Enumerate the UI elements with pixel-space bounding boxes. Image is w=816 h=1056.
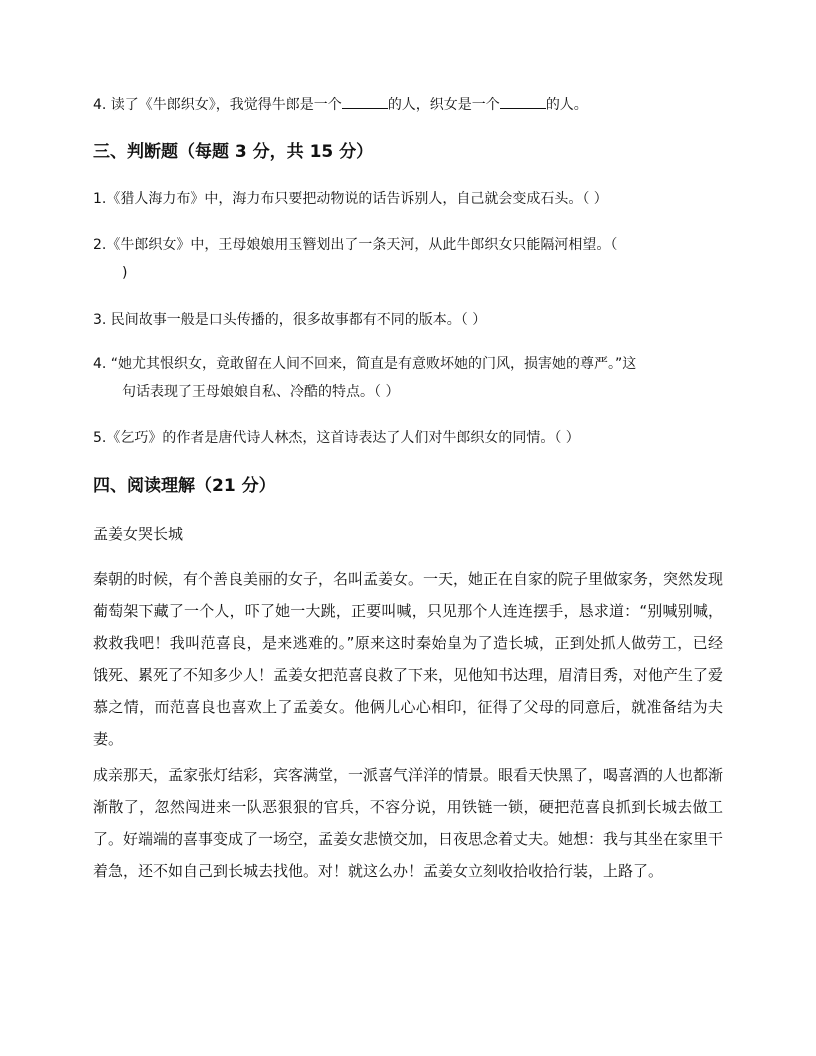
true-false-item-continuation: ) xyxy=(122,265,128,281)
true-false-item: 2.《牛郎织女》中，王母娘娘用玉簪划出了一条天河，从此牛郎织女只能隔河相望。（ xyxy=(93,237,618,253)
answer-blank[interactable] xyxy=(500,94,546,109)
story-title: 孟姜女哭长城 xyxy=(93,525,184,543)
answer-blank[interactable] xyxy=(342,94,388,109)
question-text: 的人。 xyxy=(545,97,588,113)
true-false-item: 5.《乞巧》的作者是唐代诗人林杰，这首诗表达了人们对牛郎织女的同情。（ ） xyxy=(93,430,580,446)
section-heading-true-false: 三、判断题（每题 3 分，共 15 分） xyxy=(93,142,374,162)
true-false-item: 1.《猎人海力布》中，海力布只要把动物说的话告诉别人，自己就会变成石头。（ ） xyxy=(93,191,608,207)
fill-in-question-4 xyxy=(93,94,588,115)
true-false-item-continuation: 句话表现了王母娘娘自私、冷酷的特点。（ ） xyxy=(122,384,400,400)
true-false-item: 4. “她尤其恨织女，竟敢留在人间不回来，简直是有意败坏她的门风，损害她的尊严。”这 xyxy=(93,356,637,372)
story-paragraph: 成亲那天，孟家张灯结彩，宾客满堂，一派喜气洋洋的情景。眼看天快黑了，喝喜酒的人也都渐渐散了，忽然闯进来一队恶狠狠的官兵，不容分说，用铁链一锁，硬把范喜良抓到长城去做工了。好端端的喜事变成了一场空，孟姜女悲愤交加，日夜思念着丈夫。她想：我与其坐在家里干着急，还不如自己到长城去找他。对！就这么办！孟姜女立刻收拾收拾行装，上路了。 xyxy=(93,766,724,880)
story-paragraph: 秦朝的时候，有个善良美丽的女子，名叫孟姜女。一天，她正在自家的院子里做家务，突然发现葡萄架下藏了一个人，吓了她一大跳，正要叫喊，只见那个人连连摆手，恳求道：“别喊别喊，救救我吧！我叫范喜良，是来逃难的。”原来这时秦始皇为了造长城，正到处抓人做劳工，已经饿死、累死了不知多少人！孟姜女把范喜良救了下来，见他知书达理，眉清目秀，对他产生了爱慕之情，而范喜良也喜欢上了孟姜女。他俩儿心心相印，征得了父母的同意后，就准备结为夫妻。 xyxy=(93,570,724,748)
section-heading-reading: 四、阅读理解（21 分） xyxy=(93,476,276,496)
question-text: 的人，织女是一个 xyxy=(387,97,500,113)
question-text: 4. 读了《牛郎织女》，我觉得牛郎是一个 xyxy=(93,97,342,113)
true-false-item: 3. 民间故事一般是口头传播的，很多故事都有不同的版本。（ ） xyxy=(93,312,487,328)
